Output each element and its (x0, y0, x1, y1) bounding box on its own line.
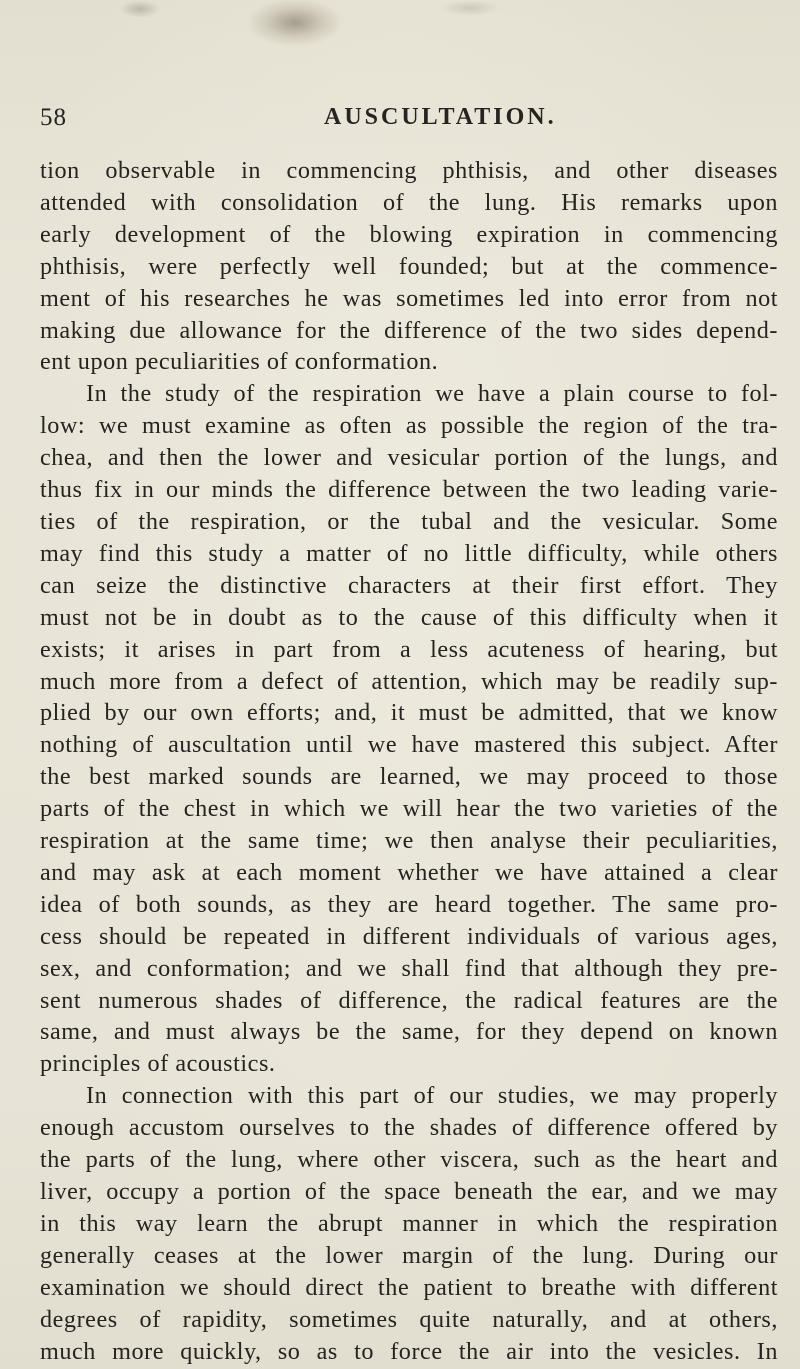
text-line: cess should be repeated in different individuals of various ages, (40, 922, 778, 950)
text-line: In connection with this part of our studies, we may properly (86, 1082, 778, 1110)
text-line: may find this study a matter of no little difficulty, while others (40, 539, 778, 567)
text-line: early development of the blowing expiration in commencing (40, 220, 778, 248)
text-line: the best marked sounds are learned, we may proceed to those (40, 763, 778, 791)
text-line: respiration at the same time; we then analyse their peculiarities, (40, 827, 778, 855)
running-title: AUSCULTATION. (324, 104, 557, 130)
text-line: enough accustom ourselves to the shades of difference offered by (40, 1114, 778, 1142)
text-line: low: we must examine as often as possible the region of the tra- (40, 412, 778, 440)
text-line: idea of both sounds, as they are heard together. The same pro- (40, 890, 778, 918)
text-line: phthisis, were perfectly well founded; but at the commence- (40, 252, 778, 280)
text-line: must not be in doubt as to the cause of this difficulty when it (40, 603, 778, 631)
text-line: ent upon peculiarities of conformation. (40, 348, 439, 376)
text-line: parts of the chest in which we will hear the two varieties of the (40, 795, 778, 823)
text-line: sex, and conformation; and we shall find that although they pre- (40, 954, 778, 982)
paragraph (40, 155, 778, 378)
page-number: 58 (40, 104, 67, 131)
text-line: the parts of the lung, where other viscera, such as the heart and (40, 1146, 778, 1174)
paragraph (40, 1080, 778, 1367)
text-line: In the study of the respiration we have a plain course to fol- (86, 380, 778, 408)
text-line: ment of his researches he was sometimes led into error from not (40, 284, 778, 312)
text-line: degrees of rapidity, sometimes quite naturally, and at others, (40, 1305, 778, 1333)
page-stain (120, 0, 160, 18)
page-stain (440, 0, 500, 16)
text-line: generally ceases at the lower margin of the lung. During our (40, 1241, 778, 1269)
text-line: plied by our own efforts; and, it must be admitted, that we know (40, 699, 778, 727)
text-line: attended with consolidation of the lung. His remarks upon (40, 188, 778, 216)
text-line: examination we should direct the patient to breathe with different (40, 1273, 778, 1301)
text-line: tion observable in commencing phthisis, and other diseases (40, 157, 778, 184)
text-line: principles of acoustics. (40, 1050, 276, 1078)
paragraph (40, 378, 778, 1080)
text-line: much more from a defect of attention, which may be readily sup- (40, 667, 778, 695)
text-line: making due allowance for the difference of the two sides depend- (40, 316, 778, 344)
text-line: can seize the distinctive characters at their first effort. They (40, 571, 778, 599)
text-line: exists; it arises in part from a less acuteness of hearing, but (40, 635, 778, 663)
text-line: sent numerous shades of difference, the radical features are the (40, 986, 778, 1014)
body-text (40, 155, 778, 1367)
text-line: much more quickly, so as to force the air into the vesicles. In (40, 1337, 778, 1365)
text-line: ties of the respiration, or the tubal and the vesicular. Some (40, 507, 778, 535)
page-stain (250, 0, 340, 45)
text-line: thus fix in our minds the difference between the two leading varie- (40, 476, 778, 504)
text-line: chea, and then the lower and vesicular portion of the lungs, and (40, 444, 778, 472)
text-line: liver, occupy a portion of the space beneath the ear, and we may (40, 1178, 778, 1205)
running-head (40, 104, 780, 144)
text-line: in this way learn the abrupt manner in which the respiration (40, 1209, 778, 1237)
text-line: and may ask at each moment whether we have attained a clear (40, 858, 778, 886)
text-line: same, and must always be the same, for they depend on known (40, 1018, 778, 1046)
text-line: nothing of auscultation until we have mastered this subject. After (40, 731, 778, 759)
